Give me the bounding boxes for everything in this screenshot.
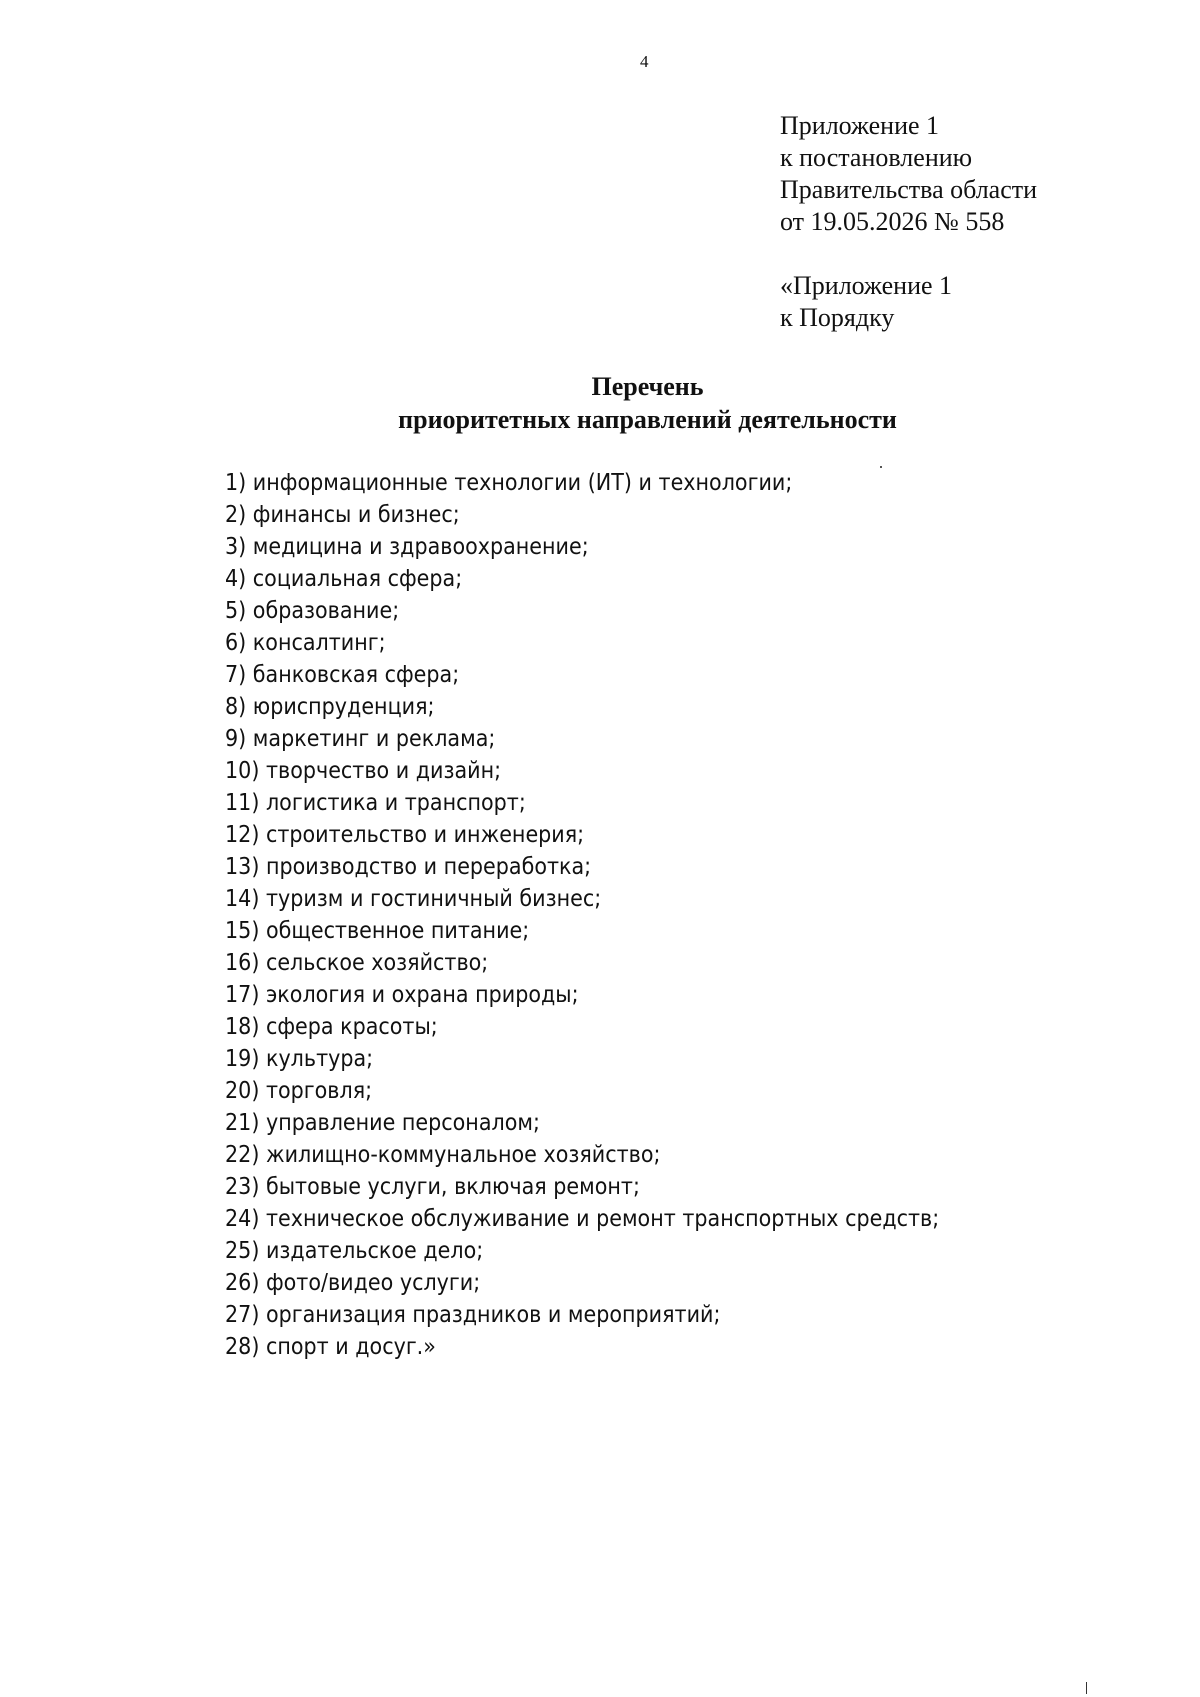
- list-item: 21) управление персоналом;: [225, 1108, 540, 1136]
- list-item: 18) сфера красоты;: [225, 1012, 438, 1040]
- list-item: 10) творчество и дизайн;: [225, 756, 502, 784]
- title-line-1: Перечень: [591, 372, 704, 401]
- list-item: 2) финансы и бизнес;: [225, 500, 460, 528]
- list-item: 24) техническое обслуживание и ремонт транспортных средств;: [225, 1204, 940, 1232]
- list-item: 15) общественное питание;: [225, 916, 530, 944]
- list-item: 20) торговля;: [225, 1076, 373, 1104]
- list-item: 14) туризм и гостиничный бизнес;: [225, 884, 602, 912]
- list-item: 25) издательское дело;: [225, 1236, 484, 1264]
- priority-list: [225, 466, 939, 1362]
- list-item: 27) организация праздников и мероприятий;: [225, 1300, 721, 1328]
- appendix-line: Правительства области: [780, 175, 1038, 204]
- list-item: 3) медицина и здравоохранение;: [225, 532, 589, 560]
- list-item: 23) бытовые услуги, включая ремонт;: [225, 1172, 640, 1200]
- list-item: 22) жилищно-коммунальное хозяйство;: [225, 1140, 661, 1168]
- appendix-quoted-line: к Порядку: [780, 303, 895, 332]
- list-item: 26) фото/видео услуги;: [225, 1268, 481, 1296]
- list-item: 12) строительство и инженерия;: [225, 820, 585, 848]
- list-item: 9) маркетинг и реклама;: [225, 724, 496, 752]
- list-item: 17) экология и охрана природы;: [225, 980, 579, 1008]
- appendix-line: от 19.05.2026 № 558: [780, 207, 1005, 236]
- list-item: 7) банковская сфера;: [225, 660, 460, 688]
- list-item: 1) информационные технологии (ИТ) и технологии;: [225, 468, 793, 496]
- list-item: 4) социальная сфера;: [225, 564, 463, 592]
- appendix-line: Приложение 1: [780, 111, 940, 140]
- list-item: 6) консалтинг;: [225, 628, 386, 656]
- list-item: 11) логистика и транспорт;: [225, 788, 526, 816]
- document-title: [0, 370, 1200, 436]
- page-number: 4: [640, 52, 649, 71]
- scan-artifact-mark: [1086, 1682, 1087, 1694]
- list-item: 8) юриспруденция;: [225, 692, 435, 720]
- title-line-2: приоритетных направлений деятельности: [398, 405, 897, 434]
- appendix-quoted-line: «Приложение 1: [780, 271, 953, 300]
- list-item: 28) спорт и досуг.»: [225, 1332, 436, 1360]
- appendix-line: к постановлению: [780, 143, 973, 172]
- appendix-header: [780, 110, 1037, 238]
- list-item: 16) сельское хозяйство;: [225, 948, 489, 976]
- appendix-quoted-header: [780, 270, 952, 334]
- list-item: 19) культура;: [225, 1044, 374, 1072]
- list-item: 13) производство и переработка;: [225, 852, 592, 880]
- list-item: 5) образование;: [225, 596, 400, 624]
